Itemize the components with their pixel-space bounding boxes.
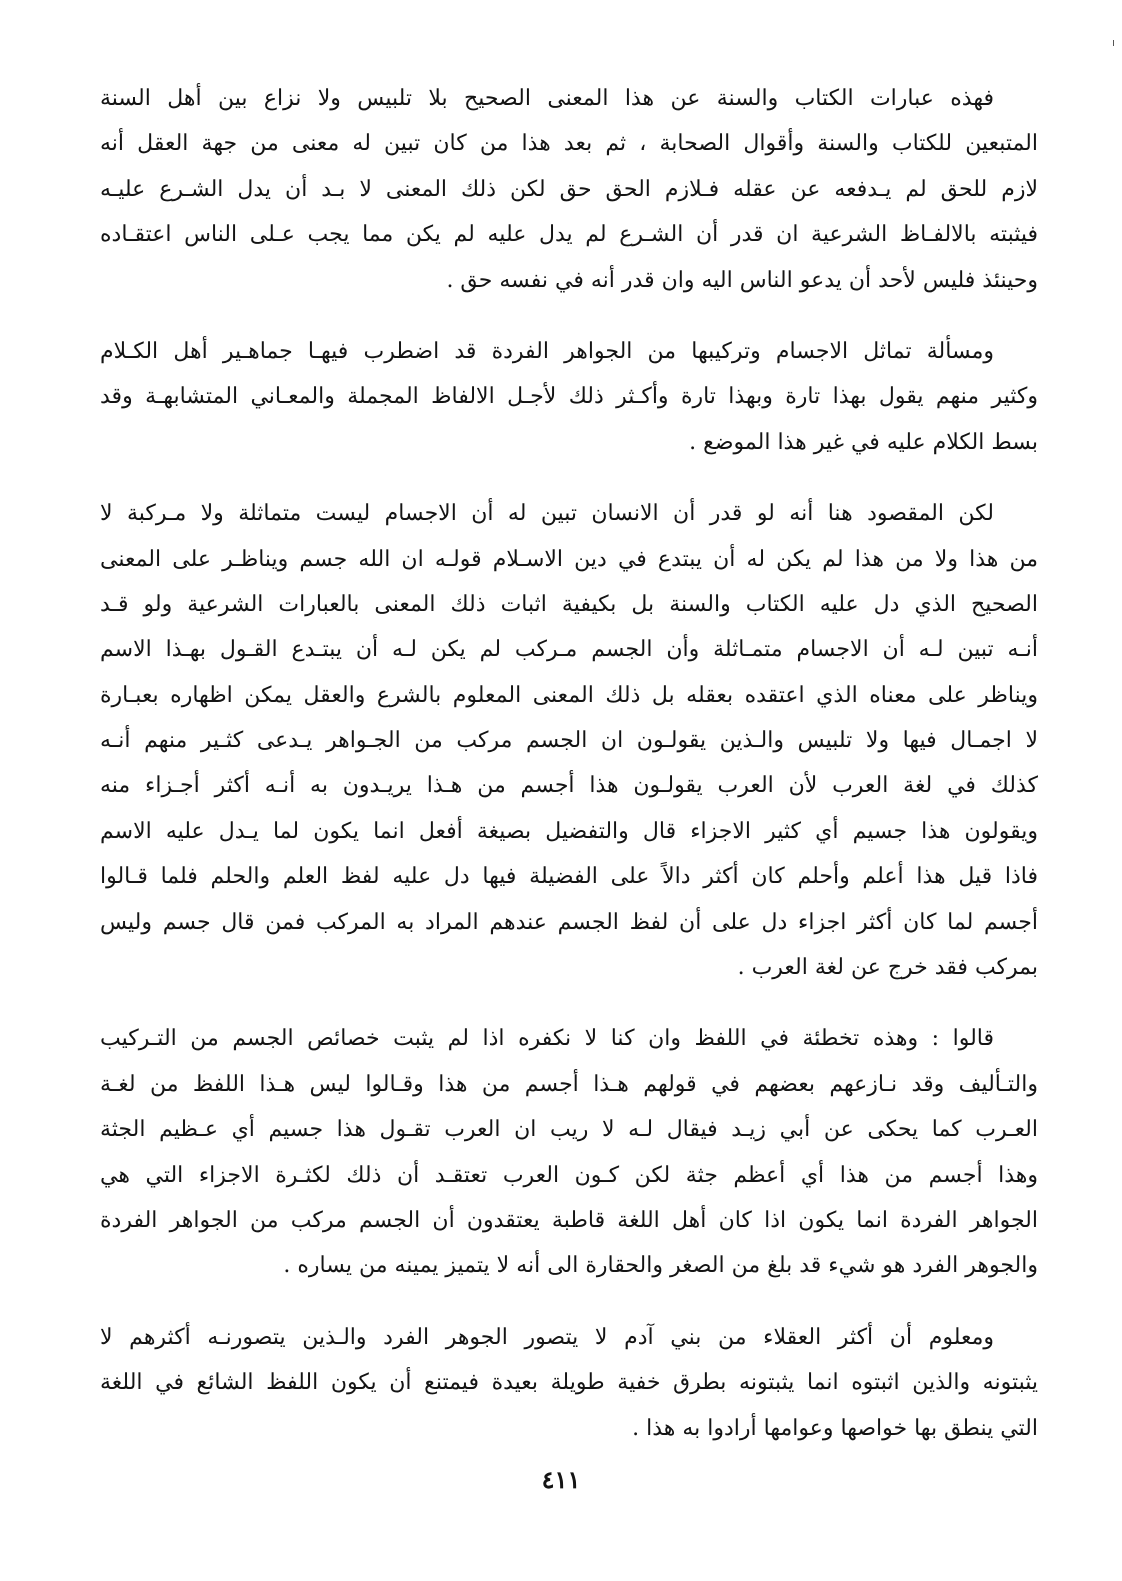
text-line: والتـأليف وقد نـازعهم بعضهم في قولهم هـذا أجسم من هذا وقـالوا ليس هـذا اللفظ من لغـة xyxy=(100,1071,1038,1097)
page-content xyxy=(100,76,1038,1477)
text-line: يثبتونه والذين اثبتوه انما يثبتونه بطرق خفية طويلة بعيدة فيمتنع أن يكون اللفظ الشائع في اللغة xyxy=(100,1370,1038,1396)
text-line: كذلك في لغة العرب لأن العرب يقولـون هذا أجسم من هـذا يريـدون به أنـه أكثر أجـزاء منه xyxy=(100,773,1038,799)
text-line: وهذا أجسم من هذا أي أعظم جثة لكن كـون العرب تعتقـد أن ذلك لكثـرة الاجزاء التي هي xyxy=(100,1162,1038,1188)
text-line: المتبعين للكتاب والسنة وأقوال الصحابة ، ثم بعد هذا من كان تبين له معنى من جهة العقل أنه xyxy=(100,131,1038,157)
text-line: فهذه عبارات الكتاب والسنة عن هذا المعنى الصحيح بلا تلبيس ولا نزاع بين أهل السنة xyxy=(100,86,994,111)
text-line: فيثبته بالالفـاظ الشرعية ان قدر أن الشـرع لم يدل عليه لم يكن مما يجب عـلى الناس اعتقـاده xyxy=(100,222,1038,248)
text-line: قالوا : وهذه تخطئة في اللفظ وان كنا لا نكفره اذا لم يثبت خصائص الجسم من التـركيب xyxy=(100,1026,994,1052)
text-line: لازم للحق لم يـدفعه عن عقله فـلازم الحق حق لكن ذلك المعنى لا بـد أن يدل الشـرع عليـه xyxy=(100,176,1038,202)
text-line: العـرب كما يحكى عن أبي زيـد فيقال لـه لا ريب ان العرب تقـول هذا جسيم أي عـظيم الجثة xyxy=(100,1117,1038,1143)
paragraph-2 xyxy=(100,329,1038,465)
text-line: لا اجمـال فيها ولا تلبيس والـذين يقولـون ان الجسم مركب من الجـواهر يـدعى كثـير منهم أنـه xyxy=(100,728,1038,754)
text-line: ومسألة تماثل الاجسام وتركيبها من الجواهر الفردة قد اضطرب فيهـا جماهـير أهل الكـلام xyxy=(100,338,994,364)
paragraph-3 xyxy=(100,491,1038,990)
text-line: بمركب فقد خرج عن لغة العرب . xyxy=(737,955,1038,981)
edge-mark xyxy=(1113,40,1114,46)
text-line: الصحيح الذي دل عليه الكتاب والسنة بل بكيفية اثبات ذلك المعنى بالعبارات الشرعية ولو قـد xyxy=(100,591,1038,617)
text-line: بسط الكلام عليه في غير هذا الموضع . xyxy=(689,429,1038,455)
text-line: لكن المقصود هنا أنه لو قدر أن الانسان تبين له أن الاجسام ليست متماثلة ولا مـركبة لا xyxy=(100,501,994,527)
text-line: أجسم لما كان أكثر اجزاء دل على أن لفظ الجسم عندهم المراد به المركب فمن قال جسم وليس xyxy=(100,909,1038,935)
text-line: الجواهر الفردة انما يكون اذا كان أهل اللغة قاطبة يعتقدون أن الجسم مركب من الجواهر الفردة xyxy=(100,1207,1038,1233)
text-line: من هذا ولا من هذا لم يكن له أن يبتدع في دين الاسـلام قولـه ان الله جسم ويناظـر على المعنى xyxy=(100,546,1038,572)
text-line: ويناظر على معناه الذي اعتقده بعقله بل ذلك المعنى المعلوم بالشرع والعقل يمكن اظهاره بعبـارة xyxy=(100,682,1038,708)
page-number: ٤١١ xyxy=(541,1465,581,1494)
text-line: التي ينطق بها خواصها وعوامها أرادوا به هذا . xyxy=(632,1415,1038,1441)
paragraph-4 xyxy=(100,1016,1038,1288)
paragraph-1 xyxy=(100,76,1038,303)
text-line: ويقولون هذا جسيم أي كثير الاجزاء قال والتفضيل بصيغة أفعل انما يكون لما يـدل عليه الاسم xyxy=(100,818,1038,844)
text-line: فاذا قيل هذا أعلم وأحلم كان أكثر دالاً على الفضيلة فيها دل عليه لفظ العلم والحلم فلما قـالوا xyxy=(100,864,1038,890)
text-line: أنـه تبين لـه أن الاجسام متمـاثلة وأن الجسم مـركب لم يكن لـه أن يبتـدع القـول بهـذا الاسم xyxy=(100,637,1038,663)
text-line: وكثير منهم يقول بهذا تارة وبهذا تارة وأكـثر ذلك لأجـل الالفاظ المجملة والمعـاني المتشابهـة وقد xyxy=(100,384,1038,410)
paragraph-5 xyxy=(100,1315,1038,1451)
text-line: وحينئذ فليس لأحد أن يدعو الناس اليه وان قدر أنه في نفسه حق . xyxy=(446,267,1038,293)
text-line: والجوهر الفرد هو شيء قد بلغ من الصغر والحقارة الى أنه لا يتميز يمينه من يساره . xyxy=(283,1253,1038,1279)
text-line: ومعلوم أن أكثر العقلاء من بني آدم لا يتصور الجوهر الفرد والـذين يتصورنـه أكثرهم لا xyxy=(100,1324,994,1350)
